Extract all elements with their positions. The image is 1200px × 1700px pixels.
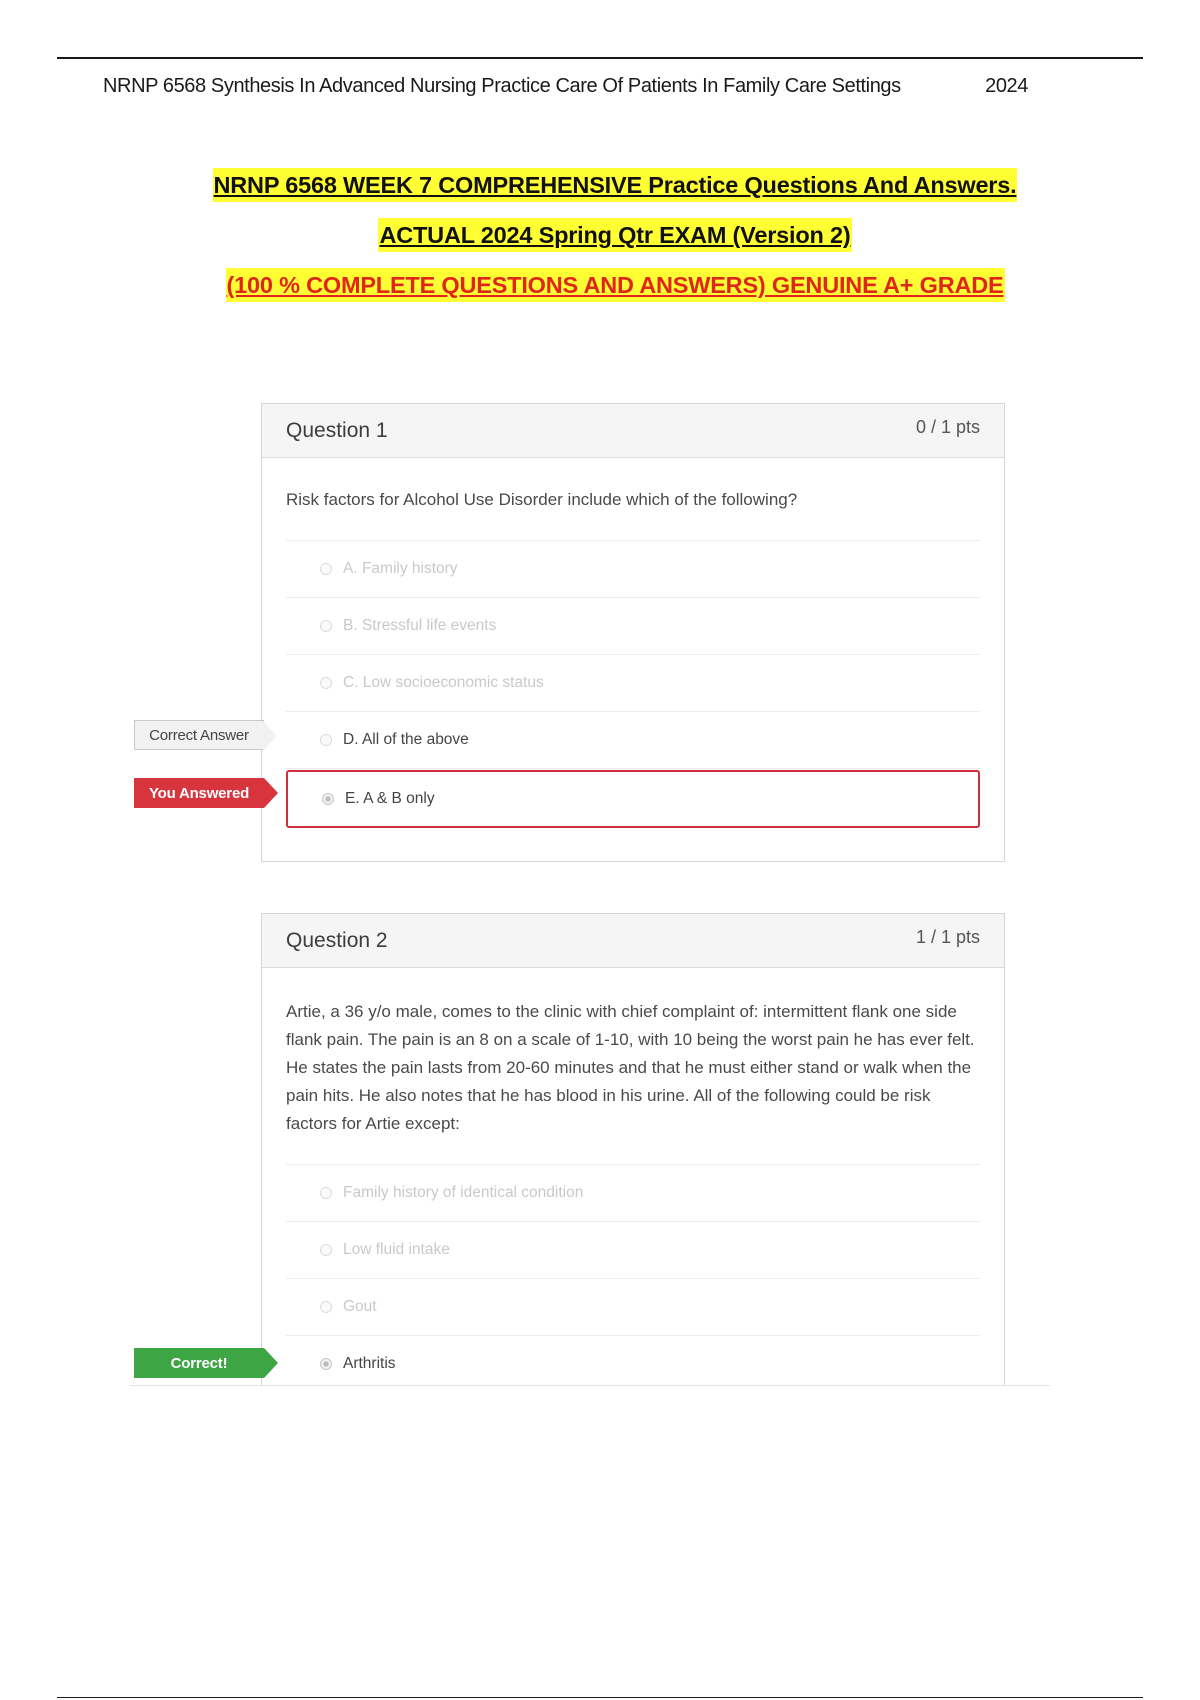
answer-option[interactable]: Family history of identical condition [286, 1165, 980, 1222]
radio-icon[interactable] [320, 734, 332, 746]
screenshot-edge [130, 1385, 1050, 1386]
radio-icon[interactable] [320, 1187, 332, 1199]
radio-selected-icon[interactable] [322, 793, 334, 805]
question-points: 0 / 1 pts [915, 417, 980, 437]
answer-option[interactable]: B. Stressful life events [286, 598, 980, 655]
answer-list [286, 1165, 980, 1386]
radio-icon[interactable] [320, 1301, 332, 1313]
answer-option-selected[interactable]: E. A & B only [286, 770, 980, 828]
question-points: 1 / 1 pts [915, 927, 980, 947]
title-line-3: (100 % COMPLETE QUESTIONS AND ANSWERS) GENUINE A+ GRADE [226, 268, 1005, 302]
document-title [0, 168, 1200, 318]
title-line-2: ACTUAL 2024 Spring Qtr EXAM (Version 2) [378, 218, 851, 252]
question-title: Question 2 [286, 928, 388, 952]
correct-flag: Correct! [134, 1348, 264, 1378]
running-header [103, 75, 1028, 98]
radio-icon[interactable] [320, 620, 332, 632]
header-year: 2024 [985, 75, 1028, 97]
question-text: Artie, a 36 y/o male, comes to the clinic with chief complaint of: intermittent flank one side flank pain. The pain is an 8 on a scale of 1-10, with 10 being the worst pain he has ever felt. He states the pain lasts from 20-60 minutes and that he must either stand or walk when the pain hits. He also notes that he has blood in his urine. All of the following could be risk factors for Artie except: [286, 990, 980, 1165]
you-answered-flag: You Answered [134, 778, 264, 808]
question-text: Risk factors for Alcohol Use Disorder include which of the following? [286, 480, 980, 541]
radio-icon[interactable] [320, 1244, 332, 1256]
answer-option-selected[interactable]: Arthritis [286, 1336, 980, 1386]
radio-selected-icon[interactable] [320, 1358, 332, 1370]
answer-option[interactable]: C. Low socioeconomic status [286, 655, 980, 712]
answer-option[interactable]: Low fluid intake [286, 1222, 980, 1279]
question-card-1 [261, 403, 1005, 862]
question-header [262, 404, 1004, 458]
question-header [262, 914, 1004, 968]
correct-answer-flag: Correct Answer [134, 720, 264, 750]
answer-list [286, 541, 980, 828]
radio-icon[interactable] [320, 563, 332, 575]
answer-option[interactable]: A. Family history [286, 541, 980, 598]
radio-icon[interactable] [320, 677, 332, 689]
answer-option-correct[interactable]: D. All of the above [286, 712, 980, 769]
question-title: Question 1 [286, 418, 388, 442]
title-line-1: NRNP 6568 WEEK 7 COMPREHENSIVE Practice Questions And Answers. [213, 168, 1018, 202]
header-rule [57, 57, 1143, 59]
question-card-2 [261, 913, 1005, 1386]
footer-rule [57, 1697, 1143, 1698]
course-title: NRNP 6568 Synthesis In Advanced Nursing Practice Care Of Patients In Family Care Settings [103, 75, 901, 97]
answer-option[interactable]: Gout [286, 1279, 980, 1336]
